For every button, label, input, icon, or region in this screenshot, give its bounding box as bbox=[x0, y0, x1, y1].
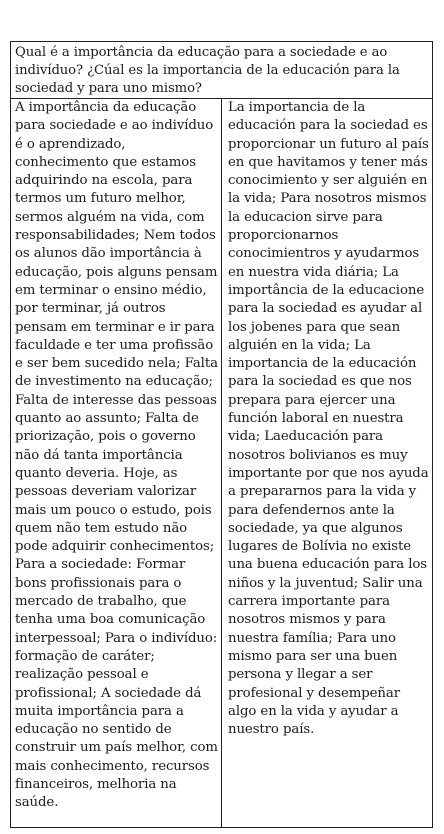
header-row bbox=[11, 42, 433, 99]
spanish-answer: La importancia de la educación para la sociedad es proporcionar un futuro al país en que havitamos y tener más conocimiento y ser alguién en la vida; Para nosotros mismos la educacion sirve para proporcionarnos conocimientros y ayudarmos en nuestra vida diária; La importância de la educacione para la sociedad es ayudar al los jobenes para que sean alguién en la vida; La importancia de la educación para la sociedad es que nos prepara para ejercer una función laboral en nuestra vida; Laeducación para nosotros bolivianos es muy importante por que nos ayuda a prepararnos para la vida y para defendernos ante la sociedade, ya que algunos lugares de Bolívia no existe una buena educación para los niños y la juventud; Salir una carrera importante para nosotros mismos y para nuestra família; Para uno mismo para ser una buen persona y llegar a ser profesional y desempeñar algo en la vida y ayudar a nuestro país. bbox=[228, 100, 429, 738]
portuguese-answer-cell bbox=[11, 99, 222, 828]
comparison-table bbox=[10, 41, 433, 828]
question-header-cell bbox=[11, 42, 433, 99]
answer-row bbox=[11, 99, 433, 828]
spanish-answer-cell bbox=[222, 99, 433, 828]
question-header: Qual é a importância da educação para a sociedade e ao indivíduo? ¿Cúal es la importancia de la educación para la sociedad y para uno mismo? bbox=[15, 45, 400, 96]
portuguese-answer: A importância da educação para sociedade e ao indivíduo é o aprendizado, conhecimento que estamos adquirindo na escola, para termos um futuro melhor, sermos alguém na vida, com responsabilidades; Nem todos os alunos dão importância à educação, pois alguns pensam em terminar o ensino médio, por terminar, já outros pensam em terminar e ir para faculdade e ter uma profissão e ser bem sucedido nela; Falta de investimento na educação; Falta de interesse das pessoas quanto ao assunto; Falta de priorização, pois o governo não dá tanta importância quanto deveria. Hoje, as pessoas deveriam valorizar mais um pouco o estudo, pois quem não tem estudo não pode adquirir conhecimentos; Para a sociedade: Formar bons profissionais para o mercado de trabalho, que tenha uma boa comunicação interpessoal; Para o indivíduo: formação de caráter; realização pessoal e profissional; A sociedade dá muita importância para a educação no sentido de construir um país melhor, com mais conhecimento, recursos financeiros, melhoria na saúde. bbox=[15, 100, 218, 811]
